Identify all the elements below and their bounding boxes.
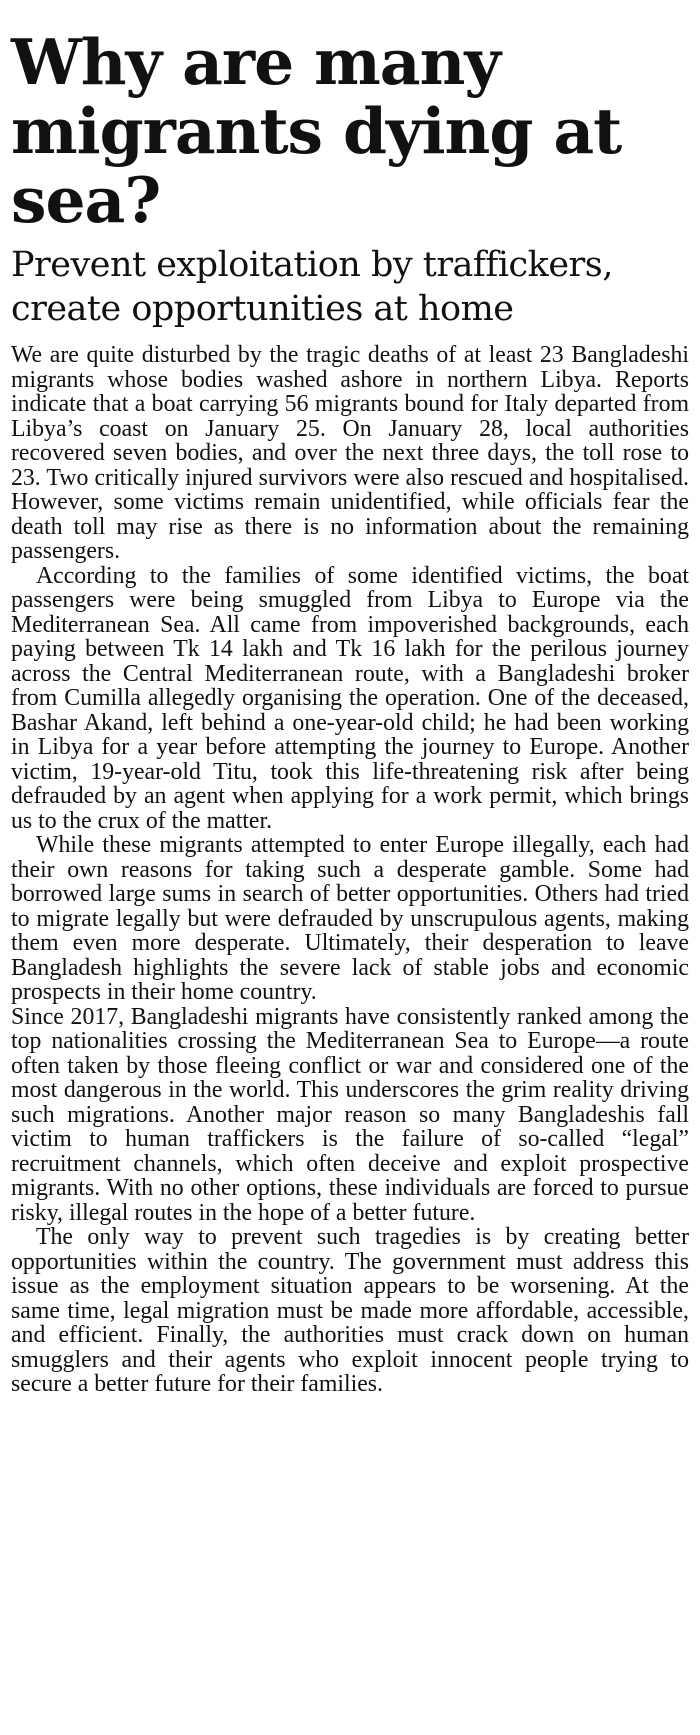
paragraph-1: We are quite disturbed by the tragic deaths of at least 23 Bangladeshi migrants whose bodies washed ashore in northern Libya. Reports indicate that a boat carrying 56 migrants bound for Italy departed from Libya’s coast on January 25. On January 28, local authorities recovered seven bodies, and over the next three days, the toll rose to 23. Two critically injured survivors were also rescued and hospitalised. However, some victims remain unidentified, while officials fear the death toll may rise as there is no information about the remaining passengers.: [11, 342, 689, 564]
subheadline: Prevent exploitation by traffickers, create opportunities at home: [11, 245, 613, 329]
paragraph-3: While these migrants attempted to enter Europe illegally, each had their own reasons for taking such a desperate gamble. Some had borrowed large sums in search of better opportunities. Others had tried to migrate legally but were defrauded by unscrupulous agents, making them even more desperate. Ultimately, their desperation to leave Bangladesh highlights the severe lack of stable jobs and economic prospects in their home country.: [11, 832, 689, 1005]
paragraph-5: The only way to prevent such tragedies is by creating better opportunities within the country. The government must address this issue as the employment situation appears to be worsening. At the same time, legal migration must be made more affordable, accessible, and efficient. Finally, the authorities must crack down on human smugglers and their agents who exploit innocent people trying to secure a better future for their families.: [11, 1224, 689, 1397]
paragraph-4: Since 2017, Bangladeshi migrants have consistently ranked among the top nationalities crossing the Mediterranean Sea to Europe—a route often taken by those fleeing conflict or war and considered one of the most dangerous in the world. This underscores the grim reality driving such migrations. Another major reason so many Bangladeshis fall victim to human traffickers is the failure of so-called “legal” recruitment channels, which often deceive and exploit prospective migrants. With no other options, these individuals are forced to pursue risky, illegal routes in the hope of a better future.: [11, 1003, 689, 1226]
headline: Why are many migrants dying at sea?: [11, 25, 622, 237]
article-body: [11, 343, 689, 1397]
paragraph-2: According to the families of some identified victims, the boat passengers were being smuggled from Libya to Europe via the Mediterranean Sea. All came from impoverished backgrounds, each paying between Tk 14 lakh and Tk 16 lakh for the perilous journey across the Central Mediterranean route, with a Bangladeshi broker from Cumilla allegedly organising the operation. One of the deceased, Bashar Akand, left behind a one-year-old child; he had been working in Libya for a year before attempting the journey to Europe. Another victim, 19-year-old Titu, took this life-threatening risk after being defrauded by an agent when applying for a work permit, which brings us to the crux of the matter.: [11, 562, 689, 834]
